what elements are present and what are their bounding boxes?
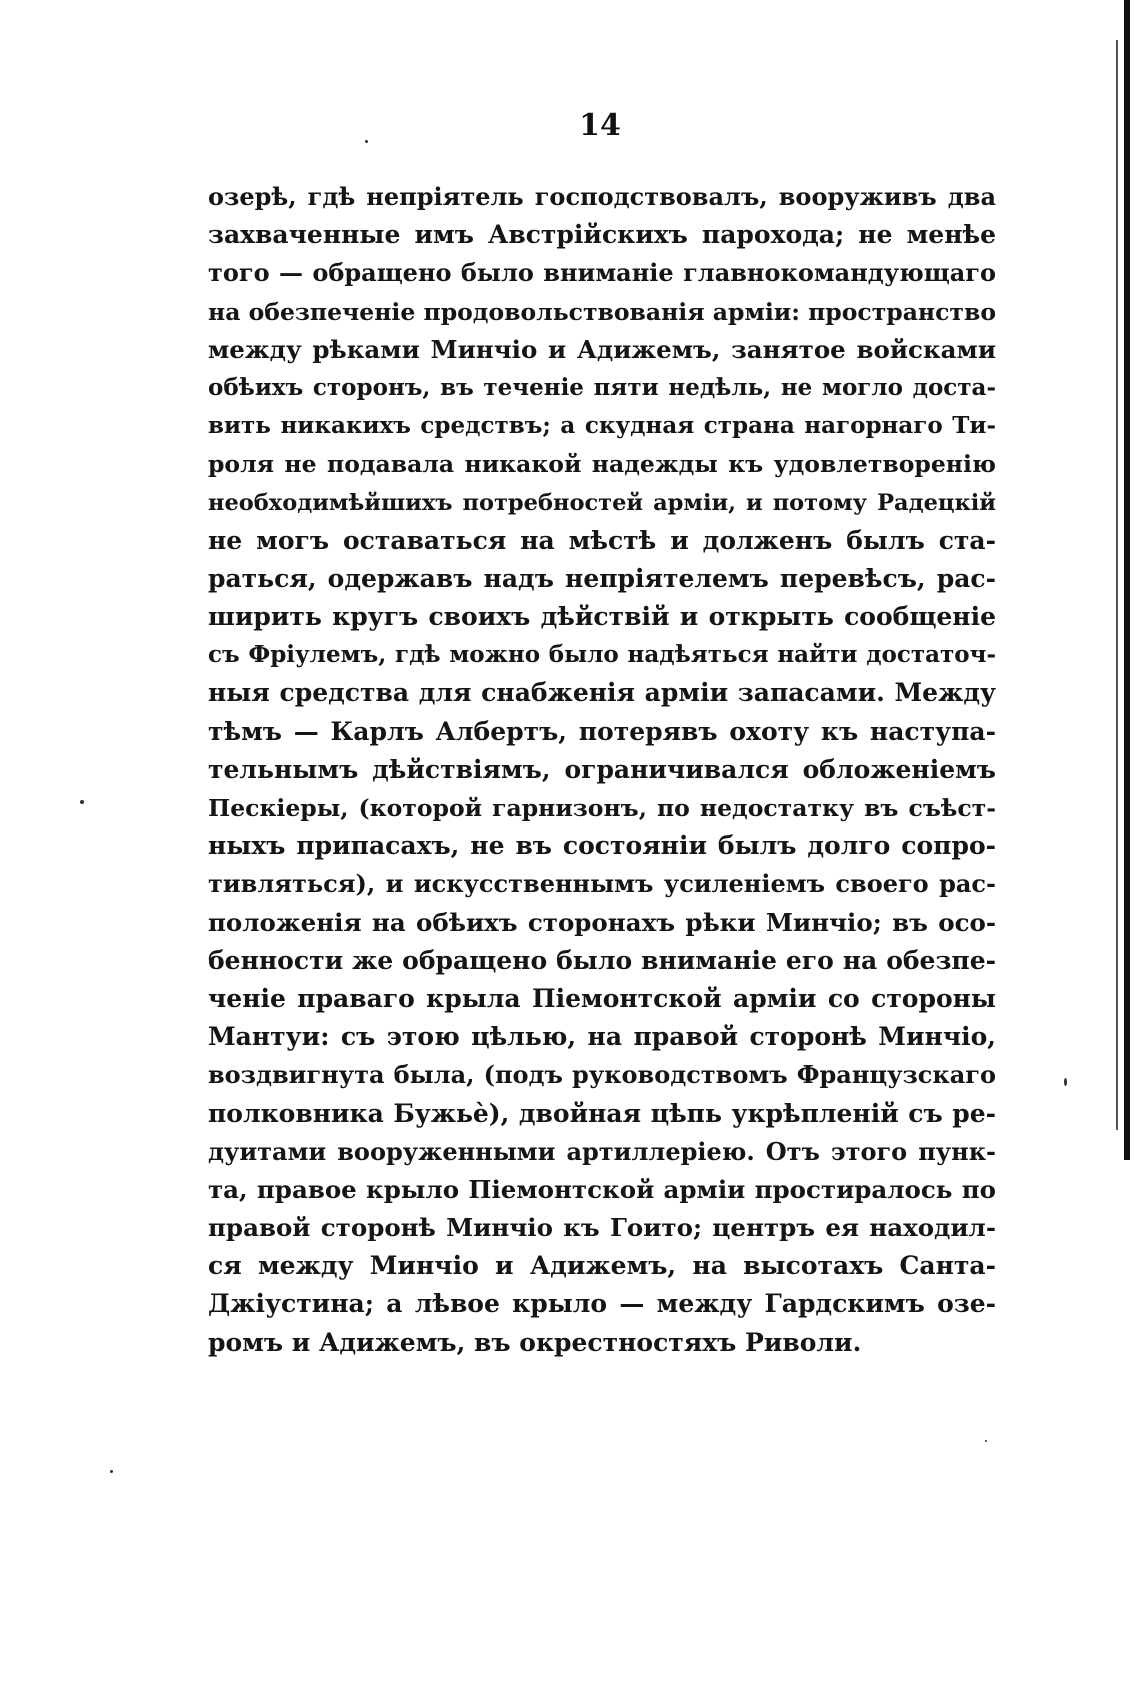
scan-speck — [985, 1440, 987, 1442]
page-edge-line — [1116, 40, 1118, 1130]
page-edge-shadow — [1124, 0, 1130, 1160]
scan-speck — [80, 800, 84, 804]
text-line: роля не подавала никакой надежды къ удовлетворенію — [208, 450, 996, 479]
text-line: Пескіеры, (которой гарнизонъ, по недостатку въ съѣст- — [208, 794, 996, 822]
text-line: ченіе праваго крыла Піемонтской арміи со стороны — [208, 983, 996, 1013]
scan-speck — [365, 140, 368, 143]
text-line: не могъ оставаться на мѣстѣ и долженъ былъ ста- — [208, 525, 996, 555]
text-line: захваченные имъ Австрійскихъ парохода; не менѣе — [208, 220, 996, 250]
text-line: ширить кругъ своихъ дѣйствій и открыть сообщеніе — [208, 602, 996, 632]
text-line: бенности же обращено было вниманіе его на обезпе- — [208, 945, 996, 975]
text-line: ся между Минчіо и Адижемъ, на высотахъ Санта- — [208, 1251, 996, 1281]
text-line: тѣмъ — Карлъ Албертъ, потерявъ охоту къ наступа- — [208, 716, 996, 746]
text-line: необходимѣйшихъ потребностей арміи, и потому Радецкій — [208, 489, 996, 516]
text-line: тельнымъ дѣйствіямъ, ограничивался обложеніемъ — [208, 754, 996, 784]
text-line: вить никакихъ средствъ; а скудная страна нагорнаго Ти- — [208, 412, 996, 440]
text-line: на обезпеченіе продовольствованія арміи: пространство — [208, 297, 996, 326]
text-line: озерѣ, гдѣ непріятель господствовалъ, вооруживъ два — [208, 182, 996, 211]
text-line: того — обращено было вниманіе главнокомандующаго — [208, 258, 996, 288]
text-line: ныя средства для снабженія арміи запасами. Между — [208, 678, 996, 708]
scan-speck — [110, 1470, 113, 1473]
text-line: ныхъ припасахъ, не въ состояніи былъ долго сопро- — [208, 831, 996, 861]
text-line: съ Фріулемъ, гдѣ можно было надѣяться найти достаточ- — [208, 641, 996, 669]
text-line: та, правое крыло Піемонтской арміи простиралось по — [208, 1174, 996, 1204]
text-line: тивляться), и искусственнымъ усиленіемъ своего рас- — [208, 869, 996, 899]
text-line: ромъ и Адижемъ, въ окрестностяхъ Риволи. — [208, 1327, 862, 1357]
text-line: Джіустина; а лѣвое крыло — между Гардскимъ озе- — [208, 1289, 996, 1319]
text-line: Мантуи: съ этою цѣлью, на правой сторонѣ Минчіо, — [208, 1022, 996, 1052]
text-line: воздвигнута была, (подъ руководствомъ Французскаго — [208, 1060, 996, 1090]
text-line: дуитами вооруженными артиллеріею. Отъ этого пунк- — [208, 1136, 996, 1166]
text-line: положенія на обѣихъ сторонахъ рѣки Минчіо; въ осо- — [208, 907, 996, 937]
text-line: обѣихъ сторонъ, въ теченіе пяти недѣль, не могло доста- — [208, 373, 996, 401]
body-text — [208, 178, 996, 1362]
scan-speck — [1064, 1078, 1067, 1086]
text-line: правой сторонѣ Минчіо къ Гоито; центръ ея находил- — [208, 1213, 996, 1243]
page-number: 14 — [579, 108, 621, 143]
text-line: полковника Бужьè), двойная цѣпь укрѣпленій съ ре- — [208, 1098, 996, 1128]
text-line: между рѣками Минчіо и Адижемъ, занятое войсками — [208, 334, 996, 364]
text-line: раться, одержавъ надъ непріятелемъ перевѣсъ, рас- — [208, 563, 996, 593]
